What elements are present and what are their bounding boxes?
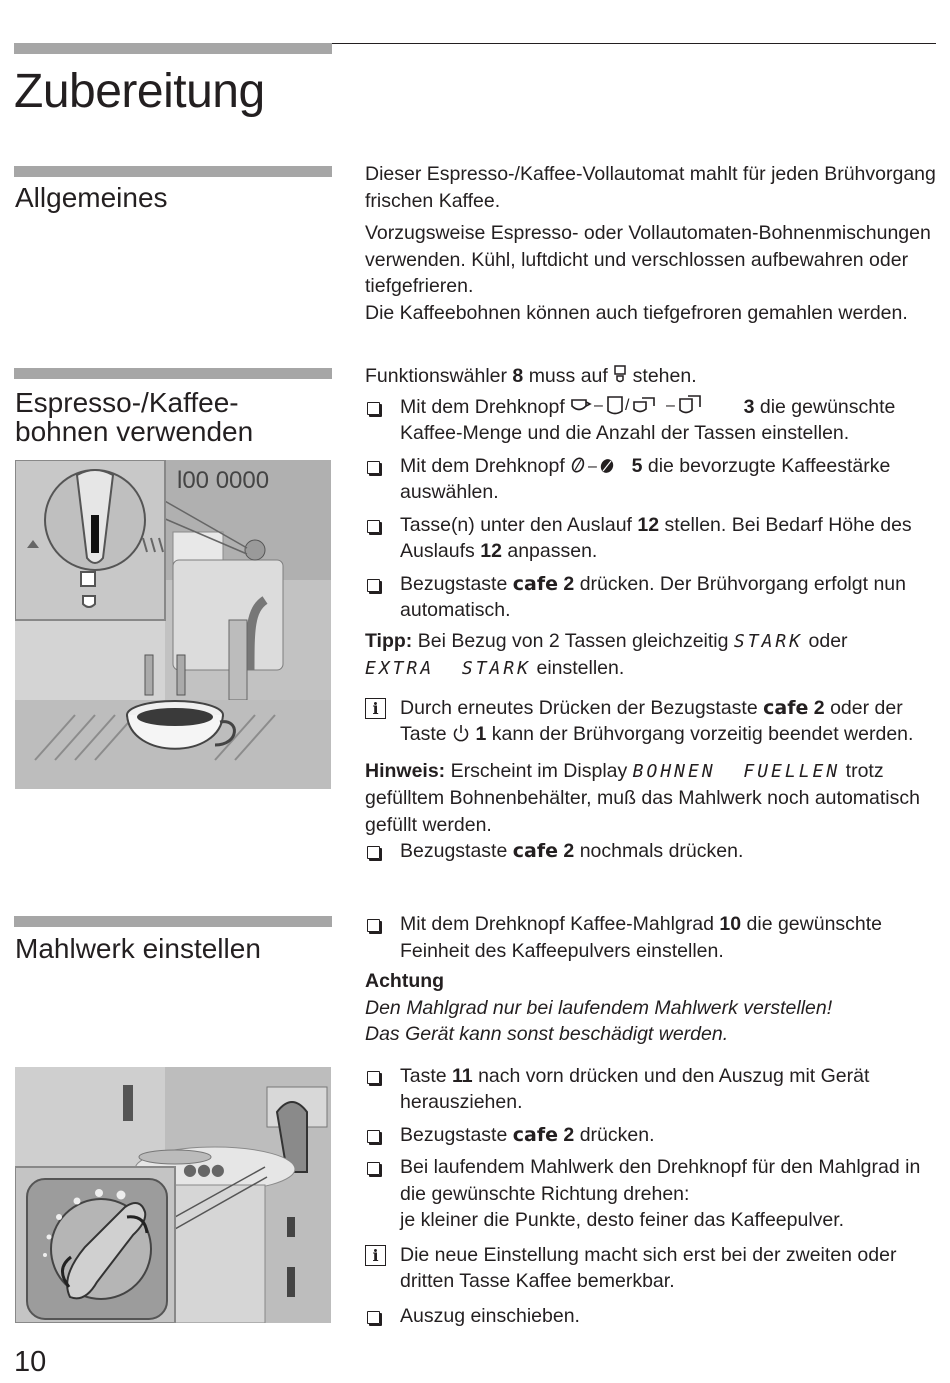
ref-number: 2 [563,572,575,595]
ref-number: 3 [743,395,755,418]
ref-number: 8 [512,365,524,387]
text: anpassen. [507,540,598,562]
warning-label: Achtung [365,970,445,992]
text: einstellen. [536,657,625,679]
text: oder der Taste [400,696,903,745]
ref-number: 5 [631,454,643,477]
funktionswaehler-line [365,363,940,390]
text: oder [808,629,848,652]
text: Die neue Einstellung macht sich erst bei der zweiten oder dritten Tasse Kaffee bemerkbar. [400,1243,897,1292]
text: Bezugstaste [400,1123,508,1146]
text: stehen. [632,365,697,387]
title-line: bohnen verwenden [15,416,254,447]
paragraph: Die Kaffeebohnen können auch tiefgefroren gemahlen werden. [365,301,908,324]
list-item [365,1303,940,1330]
power-icon [452,723,470,743]
svg-text:–: – [666,396,676,414]
info-note [365,695,940,748]
text: nach vorn drücken und den Auszug mit Gerät herausziehen. [400,1064,870,1113]
tip [365,628,940,683]
text: Auszug einschieben. [400,1304,580,1327]
info-note [365,1242,940,1295]
text: Mit dem Drehknopf [400,395,565,418]
list-item [365,1063,940,1116]
list-item [365,453,940,506]
section-bar [14,166,332,177]
cup-selector-icon [570,394,738,416]
mahlwerk-text [365,911,940,1329]
section-title-allgemeines: Allgemeines [15,182,168,213]
grinder-knob-illustration [15,1067,331,1323]
cafe-key-label: cafe [512,1123,558,1146]
info-icon: i [365,698,386,719]
hint [365,758,940,839]
cafe-key-label: cafe [763,696,809,719]
svg-text:l00 0000: l00 0000 [177,467,270,494]
text: die gewünschte Feinheit des Kaffeepulvers einstellen. [400,913,883,962]
cafe-key-label: cafe [512,572,558,595]
ref-number: 2 [563,840,575,862]
ref-number: 12 [480,540,502,562]
text: je kleiner die Punkte, desto feiner das Kaffeepulver. [400,1209,845,1231]
coffee-machine-illustration [15,460,331,789]
header-bar [14,43,332,54]
ref-number: 12 [637,513,660,536]
text: kann der Brühvorgang vorzeitig beendet werden. [491,723,914,745]
tip-label: Tipp: [365,629,413,652]
list-item [365,571,940,624]
section-title-mahlwerk: Mahlwerk einstellen [15,933,261,964]
text: Bezugstaste [400,572,508,595]
text: Mit dem Drehknopf [400,454,565,477]
section-bar [14,916,332,927]
strength-icon [570,455,626,475]
espresso-text [365,363,940,865]
text: muss auf [528,365,608,387]
warning [365,968,940,1048]
paragraph: Dieser Espresso-/Kaffee-Vollautomat mahlt für jeden Brühvorgang frischen Kaffee. [365,163,936,212]
checkbox-bullet-icon [367,402,380,415]
title-line: Espresso-/Kaffee- [15,387,239,418]
bean-funnel-icon [613,365,627,385]
text: Durch erneutes Drücken der Bezugstaste [400,696,758,719]
section-bar [14,368,332,379]
text: trotz gefülltem Bohnenbehälter, muß das Mahlwerk noch automatisch gefüllt werden. [365,759,920,836]
text: Erscheint im Display [450,759,628,782]
header-rule [332,43,936,44]
ref-number: 11 [452,1064,473,1087]
list-item [365,1154,940,1234]
page-number: 10 [14,1346,47,1378]
text: Tasse(n) unter den Auslauf [400,513,632,536]
checkbox-bullet-icon [367,1311,380,1324]
ref-number: 2 [563,1123,575,1146]
display-text: STARK [733,630,804,652]
text: stellen. Bei Bedarf Höhe des Auslaufs [400,513,912,562]
section-title-espresso [15,388,253,446]
text: die gewünschte Kaffee-Menge und die Anzahl der Tassen einstellen. [400,395,896,444]
page-title: Zubereitung [14,65,265,118]
list-item [365,394,940,447]
text: Bei Bezug von 2 Tassen gleichzeitig [417,629,729,652]
display-text: EXTRA STARK [365,658,532,679]
paragraph: Vorzugsweise Espresso- oder Vollautomaten-Bohnenmischungen verwenden. Kühl, luftdicht und verschlossen aufbewahren oder tiefgefrieren. [365,222,931,297]
svg-text:/: / [625,396,630,414]
text: Funktionswähler [365,365,507,387]
checkbox-bullet-icon [367,919,380,932]
ref-number: 2 [813,696,825,719]
info-icon: i [365,1245,386,1266]
checkbox-bullet-icon [367,846,380,859]
text: die bevorzugte Kaffeestärke auswählen. [400,454,891,503]
checkbox-bullet-icon [367,1162,380,1175]
list-item [365,512,940,565]
text: nochmals drücken. [579,840,744,862]
ref-number: 1 [475,723,487,745]
text: Taste [400,1064,447,1087]
text: Mit dem Drehknopf Kaffee-Mahlgrad [400,913,714,935]
svg-text:–: – [588,457,598,475]
svg-text:–: – [594,396,604,414]
text: Bezugstaste [400,840,508,862]
cafe-key-label: cafe [512,840,558,862]
text: drücken. Der Brühvorgang erfolgt nun automatisch. [400,572,906,621]
list-item [365,838,940,865]
warning-text: Das Gerät kann sonst beschädigt werden. [365,1023,729,1045]
checkbox-bullet-icon [367,1071,380,1084]
svg-text:●●●: ●●● [183,1160,225,1179]
ref-number: 10 [719,913,742,935]
list-item [365,911,940,964]
checkbox-bullet-icon [367,1130,380,1143]
list-item [365,1122,940,1149]
warning-text: Den Mahlgrad nur bei laufendem Mahlwerk verstellen! [365,996,833,1019]
text: drücken. [579,1123,655,1146]
checkbox-bullet-icon [367,520,380,533]
text: Bei laufendem Mahlwerk den Drehknopf für den Mahlgrad in die gewünschte Richtung drehen: [400,1156,921,1205]
hint-label: Hinweis: [365,759,446,782]
checkbox-bullet-icon [367,461,380,474]
allgemeines-text [365,161,940,326]
checkbox-bullet-icon [367,579,380,592]
display-text: BOHNEN FUELLEN [632,760,841,782]
